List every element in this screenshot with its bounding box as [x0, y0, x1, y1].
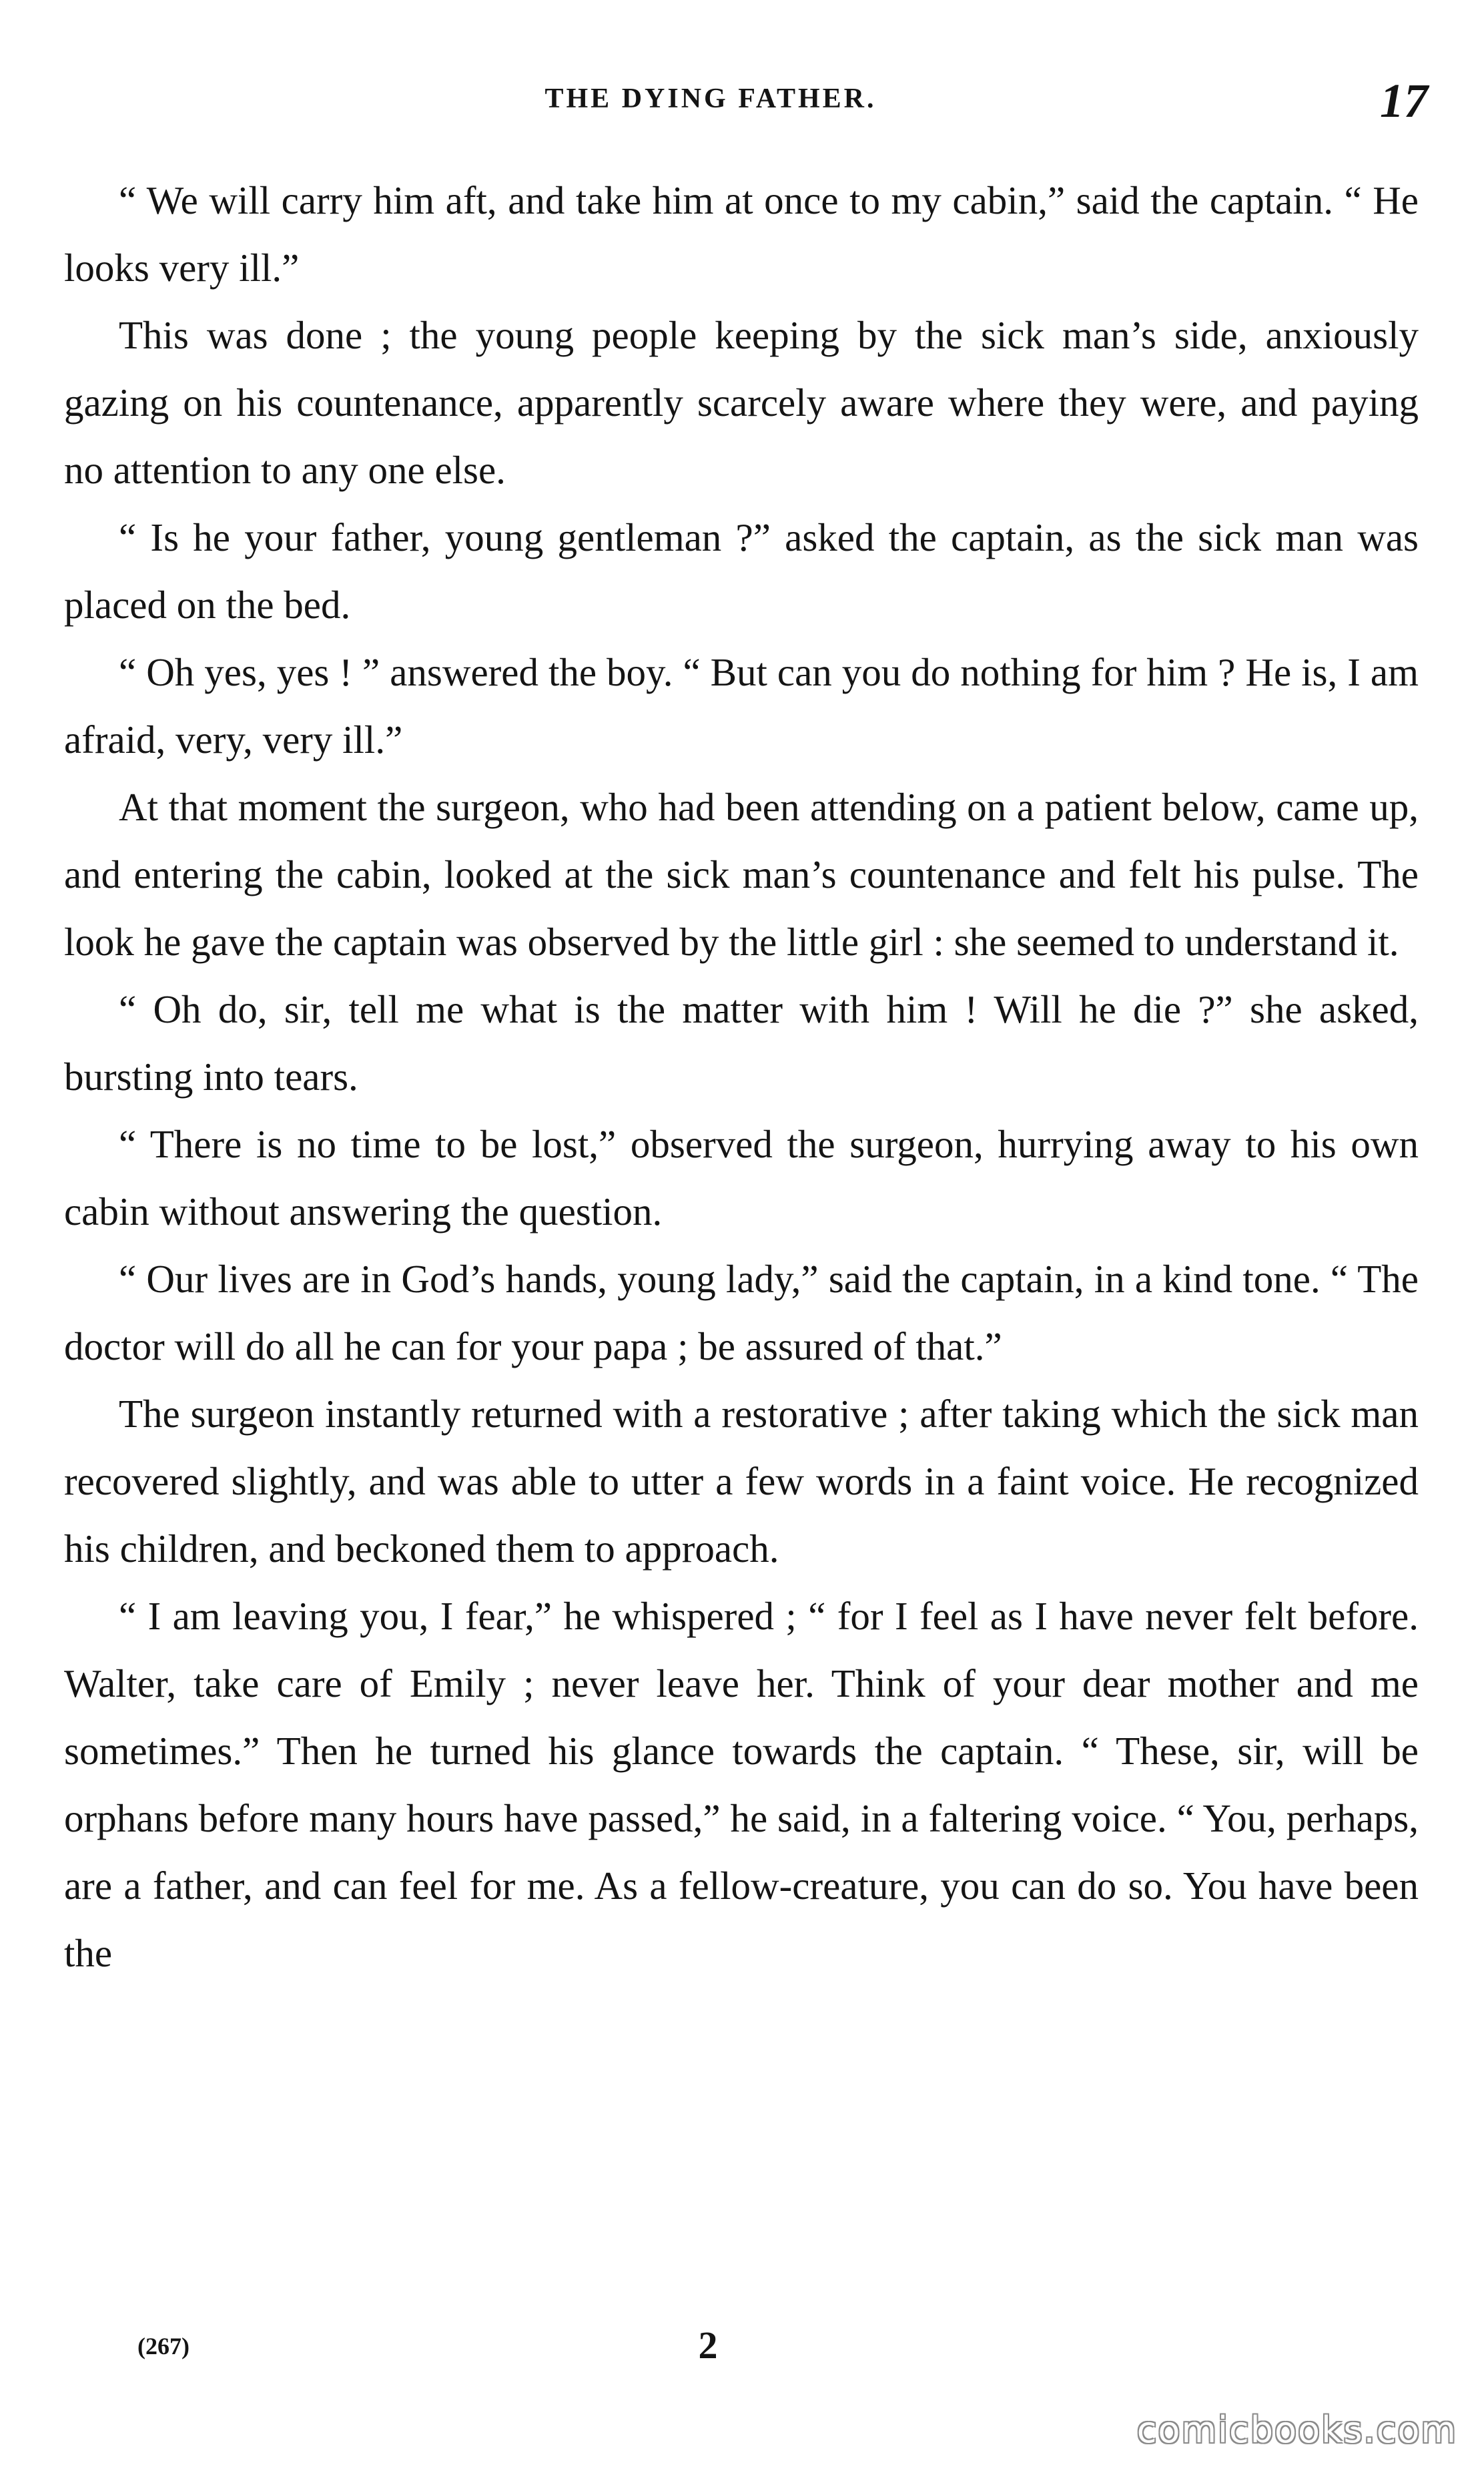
paragraph: “ There is no time to be lost,” observed the surgeon, hurrying away to his own cabin without answering the question.	[64, 1122, 1419, 1233]
body-text	[64, 167, 1419, 1987]
printer-signature: (267)	[137, 2333, 190, 2360]
paragraph: This was done ; the young people keeping by the sick man’s side, anxiously gazing on his countenance, apparently scarcely aware where they were, and paying no attention to any one else.	[64, 313, 1419, 492]
paragraph: “ I am leaving you, I fear,” he whispered ; “ for I feel as I have never felt before. Walter, take care of Emily ; never leave her. Think of your dear mother and me sometimes.” Then he turned his glance towards the captain. “ These, sir, will be orphans before many hours have passed,” he said, in a faltering voice. “ You, perhaps, are a father, and can feel for me. As a fellow-creature, you can do so. You have been the	[64, 1594, 1419, 1975]
running-title: THE DYING FATHER.	[544, 83, 877, 114]
paragraph: “ We will carry him aft, and take him at once to my cabin,” said the captain. “ He looks very ill.”	[64, 178, 1419, 290]
paragraph: “ Oh yes, yes ! ” answered the boy. “ But can you do nothing for him ? He is, I am afraid, very, very ill.”	[64, 650, 1419, 762]
page-footer	[64, 2323, 1419, 2376]
paragraph: The surgeon instantly returned with a restorative ; after taking which the sick man recovered slightly, and was able to utter a few words in a faint voice. He recognized his children, and beckoned them to approach.	[64, 1392, 1419, 1571]
paragraph: At that moment the surgeon, who had been attending on a patient below, came up, and entering the cabin, looked at the sick man’s countenance and felt his pulse. The look he gave the captain was observed by the little girl : she seemed to understand it.	[64, 785, 1419, 964]
signature-mark: 2	[698, 2323, 718, 2367]
paragraph: “ Is he your father, young gentleman ?” asked the captain, as the sick man was placed on the bed.	[64, 515, 1419, 627]
running-head	[67, 73, 1428, 133]
paragraph: “ Oh do, sir, tell me what is the matter with him ! Will he die ?” she asked, bursting into tears.	[64, 987, 1419, 1099]
watermark: comicbooks.com	[1136, 2409, 1457, 2451]
page-number: 17	[1380, 74, 1428, 127]
paragraph: “ Our lives are in God’s hands, young lady,” said the captain, in a kind tone. “ The doctor will do all he can for your papa ; be assured of that.”	[64, 1257, 1419, 1368]
